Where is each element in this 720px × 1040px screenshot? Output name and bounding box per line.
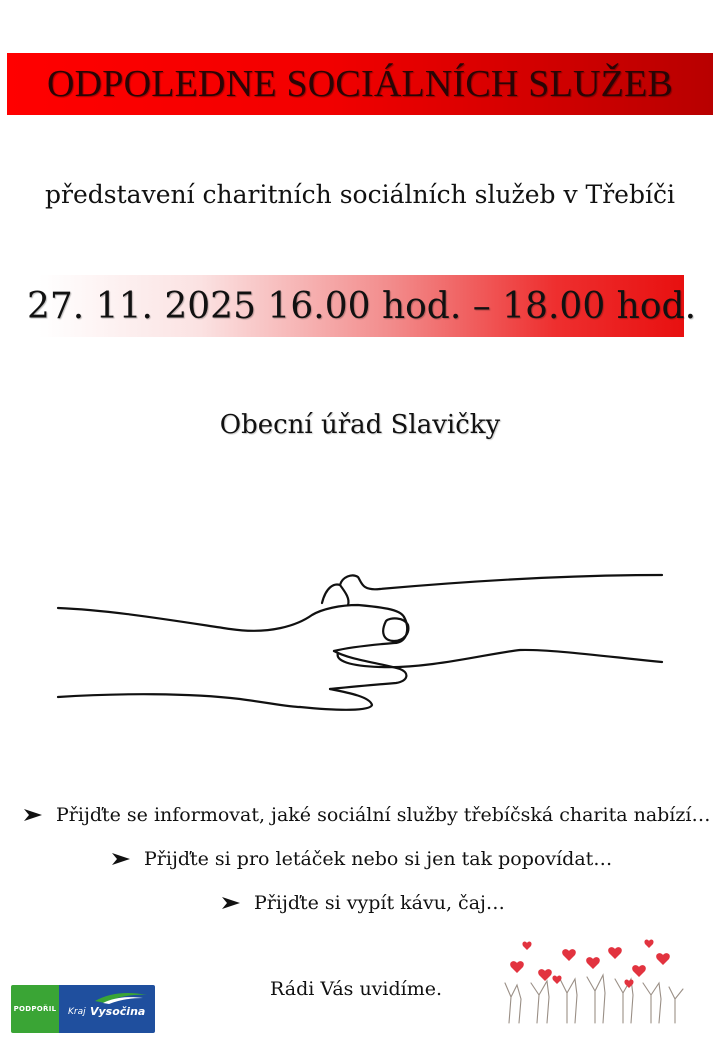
bullet-text: Přijďte si pro letáček nebo si jen tak popovídat…: [144, 848, 613, 870]
arrow-bullet-icon: [110, 851, 132, 867]
event-datetime: 27. 11. 2025 16.00 hod. – 18.00 hod.: [26, 285, 697, 327]
list-item: [220, 892, 505, 914]
list-item: [22, 804, 710, 826]
title-banner: [7, 53, 713, 115]
holding-hands-icon: [50, 565, 670, 715]
hands-with-hearts-icon: [497, 937, 687, 1025]
arrow-bullet-icon: [22, 807, 44, 823]
logo-brand: [59, 985, 155, 1033]
logo-region-text: Vysočina: [90, 1005, 146, 1018]
date-banner: [26, 275, 697, 337]
bullet-text: Přijďte se informovat, jaké sociální služby třebíčská charita nabízí…: [56, 804, 711, 826]
page-title: ODPOLEDNE SOCIÁLNÍCH SLUŽEB: [46, 63, 674, 105]
logo-kraj-text: Kraj: [68, 1007, 86, 1017]
bullet-text: Přijďte si vypít kávu, čaj…: [254, 892, 505, 914]
logo-label: PODPOŘIL: [11, 985, 59, 1033]
subtitle: představení charitních sociálních služeb v Třebíči: [45, 180, 675, 209]
closing-text: Rádi Vás uvidíme.: [270, 978, 443, 1000]
swoosh-icon: [93, 991, 149, 1005]
arrow-bullet-icon: [220, 895, 242, 911]
event-place: Obecní úřad Slavičky: [219, 410, 501, 440]
list-item: [110, 848, 612, 870]
sponsor-logo: [11, 985, 155, 1033]
